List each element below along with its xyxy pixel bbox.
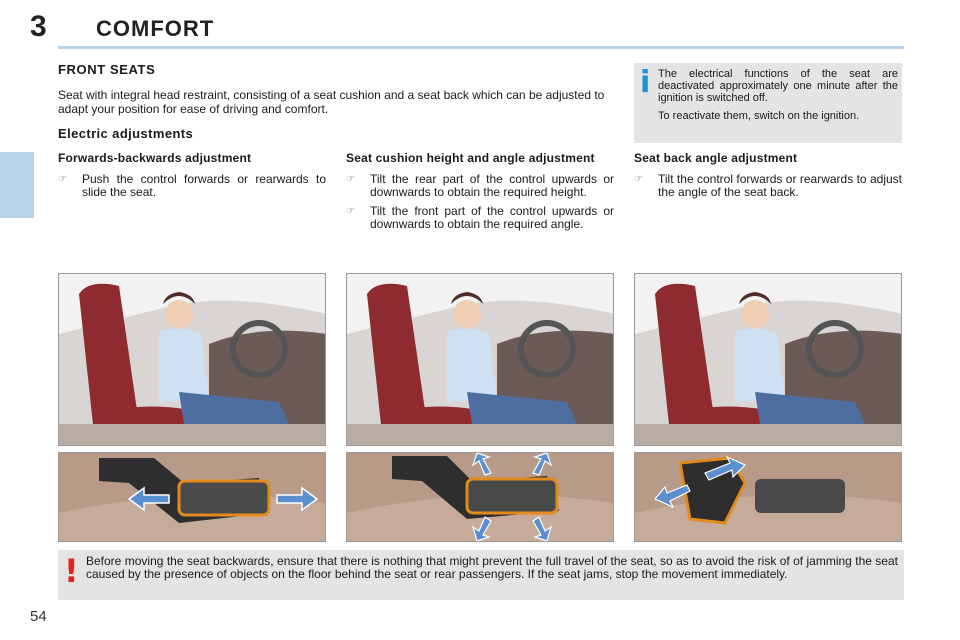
column-cushion-height-angle (346, 152, 614, 237)
subsection-title: Electric adjustments (58, 126, 194, 141)
seat-illustration-forwards-backwards (58, 273, 326, 446)
instruction-text: Tilt the rear part of the control upwards or downwards to obtain the required height. (370, 172, 614, 199)
seat-control-detail-seat-back (634, 452, 902, 542)
warning-text: Before moving the seat backwards, ensure that there is nothing that might prevent the full travel of the seat, so as to avoid the risk of of jamming the seat caused by the presence of objects on the floor behind the seat or rear passengers. If the seat jams, stop the movement immediately. (86, 554, 898, 581)
column-seat-back-angle (634, 152, 902, 205)
pointing-hand-icon: ☞ (58, 174, 67, 185)
instruction-text: Tilt the front part of the control upwards or downwards to obtain the required angle. (370, 204, 614, 231)
instruction-step (58, 173, 326, 199)
chapter-number: 3 (30, 10, 47, 43)
header-rule (58, 46, 904, 49)
column-title: Seat back angle adjustment (634, 151, 798, 165)
column-title: Seat cushion height and angle adjustment (346, 151, 595, 165)
instruction-step (346, 173, 614, 199)
pointing-hand-icon: ☞ (634, 174, 643, 185)
info-text-reactivation: To reactivate them, switch on the ignition. (658, 110, 860, 122)
info-box (634, 63, 902, 143)
info-icon: i (640, 65, 651, 100)
instruction-text: Tilt the control forwards or rearwards to adjust the angle of the seat back. (658, 172, 902, 199)
info-text-deactivation: The electrical functions of the seat are deactivated approximately one minute after the ignition is switched off. (658, 68, 898, 104)
chapter-title: COMFORT (96, 16, 215, 41)
instruction-step (346, 205, 614, 231)
instruction-text: Push the control forwards or rearwards to slide the seat. (82, 172, 326, 199)
pointing-hand-icon: ☞ (346, 174, 355, 185)
column-title: Forwards-backwards adjustment (58, 151, 252, 165)
chapter-side-tab (0, 152, 34, 218)
seat-control-detail-slide (58, 452, 326, 542)
info-text (658, 68, 898, 128)
seat-illustration-seat-back (634, 273, 902, 446)
warning-box (58, 550, 904, 600)
column-forwards-backwards (58, 152, 326, 205)
instruction-step (634, 173, 902, 199)
seat-illustration-cushion (346, 273, 614, 446)
seat-control-detail-cushion (346, 452, 614, 542)
section-title: FRONT SEATS (58, 62, 156, 77)
page-number: 54 (30, 608, 47, 625)
pointing-hand-icon: ☞ (346, 206, 355, 217)
intro-paragraph: Seat with integral head restraint, consisting of a seat cushion and a seat back which can be adjusted to adapt your position for ease of driving and comfort. (58, 88, 605, 116)
warning-icon: ! (64, 552, 79, 590)
